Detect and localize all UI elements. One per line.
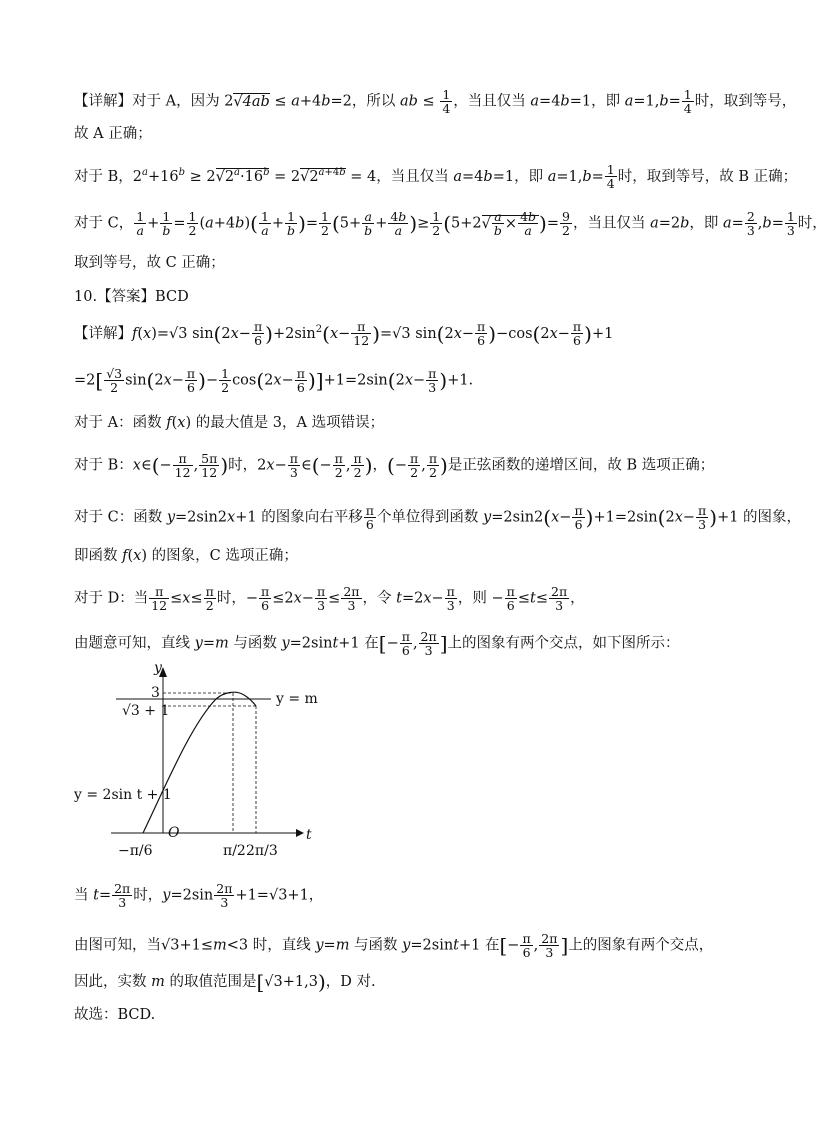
detail-10-d-4: 由图可知，当√3+1≤m<3 时，直线 y=m 与函数 y=2sint+1 在[− $\frac{\pi}{6}$ , $\frac{2\pi}{3}$ ]上的图象有两个交点， bbox=[74, 931, 714, 960]
label-t: t bbox=[306, 827, 312, 843]
label-curve: y = 2sin t + 1 bbox=[74, 787, 172, 803]
detail-10-line-2: =2[ $\frac{√3}{2}$ sin(2x− $\frac{\pi}{6}$ )− $\frac{1}{2}$ cos(2x− $\frac{\pi}{6}$ )]+1=2sin(2x− $\frac{\pi}{3}$ )+1. bbox=[74, 366, 474, 395]
detail-10-d-2: 由题意可知，直线 y=m 与函数 y=2sint+1 在[− $\frac{\pi}{6}$ , $\frac{2\pi}{3}$ ]上的图象有两个交点，如下图所示： bbox=[74, 629, 680, 658]
answer-10-line: 10.【答案】BCD bbox=[74, 289, 189, 305]
detail-10-c-1: 对于 C：函数 y=2sin2x+1 的图象向右平移 $\frac{\pi}{6}$ 个单位得到函数 y=2sin2(x− $\frac{\pi}{6}$ )+1=2sin(2x− $\frac{\pi}{3}$ )+1 的图象， bbox=[74, 503, 802, 532]
label-x-neg-pi6: −π/6 bbox=[118, 843, 153, 859]
detail-10-b: 对于 B：x∈(− $\frac{\pi}{12}$ , $\frac{5\pi}{12}$ )时，2x− $\frac{\pi}{3}$ ∈(− $\frac{\pi}{2}$ , $\frac{\pi}{2}$ )，(− $\frac{\pi}{2}$ , $\frac{\pi}{2}$ )是正弦函数的递增区间，故 B 选项正确； bbox=[74, 451, 715, 480]
t-axis-arrow bbox=[296, 829, 304, 837]
label-y-eq-m: y = m bbox=[276, 691, 318, 707]
final-choice: 故选：BCD. bbox=[74, 1007, 156, 1023]
detail-10-d-3: 当 t= $\frac{2\pi}{3}$ 时，y=2sin $\frac{2\pi}{3}$ +1=√3+1， bbox=[74, 881, 324, 910]
detail-c-line-1: 对于 C， $\frac{1}{a}$ + $\frac{1}{b}$ = $\frac{1}{2}$ (a+4b)( $\frac{1}{a}$ + $\frac{1}{b}$ )= $\frac{1}{2}$ (5+ $\frac{a}{b}$ + $\frac{4b}{a}$ )≥ $\frac{1}{2}$ (5+2√ $\frac{a}{b}$ × $\frac{4b}{a}$ )= $\frac{9}{2}$ ，当且仅当 a=2b，即 a= $\frac{2}{3}$ ,b= $\frac{1}{3}$ 时， bbox=[74, 209, 827, 238]
detail-10-c-2: 即函数 f(x) 的图象，C 选项正确； bbox=[74, 548, 298, 564]
detail-10-d-5: 因此，实数 m 的取值范围是[√3+1,3)，D 对. bbox=[74, 970, 376, 994]
detail-a-line-1: 【详解】对于 A，因为 2√4ab ≤ a+4b=2，所以 ab ≤ $\frac{1}{4}$ ，当且仅当 a=4b=1，即 a=1,b= $\frac{1}{4}$ 时，取到等号， bbox=[74, 87, 797, 116]
detail-b-line: 对于 B，$2^a+16^b \ge 2√2^a\cdot 16^b = 2√2^{a+4b} = 4$，当且仅当 a=4b=1，即 a=1,b= $\frac{1}{4}$ 时，取到等号，故 B 正确； bbox=[74, 162, 798, 192]
label-x-2pi3: 2π/3 bbox=[246, 843, 278, 859]
label-y: y bbox=[154, 660, 162, 676]
label-y-sqrt3: √3 + 1 bbox=[122, 703, 170, 719]
sine-graph bbox=[66, 655, 326, 870]
label-y-3: 3 bbox=[151, 685, 160, 701]
label-origin: O bbox=[168, 825, 180, 841]
detail-10-a: 对于 A：函数 f(x) 的最大值是 3，A 选项错误； bbox=[74, 415, 385, 431]
detail-c-line-2: 取到等号，故 C 正确； bbox=[74, 255, 225, 271]
detail-10-line-1: 【详解】f(x)=√3 sin(2x− $\frac{\pi}{6}$ )$+2\sin^2(x-$ $\frac{\pi}{12}$ )=√3 sin(2x− $\frac{\pi}{6}$ )−cos(2x− $\frac{\pi}{6}$ )+1 bbox=[74, 319, 614, 349]
label-x-pi2: π/2 bbox=[223, 843, 246, 859]
detail-10-d-1: 对于 D：当 $\frac{\pi}{12}$ ≤x≤ $\frac{\pi}{2}$ 时，− $\frac{\pi}{6}$ ≤2x− $\frac{\pi}{3}$ ≤ $\frac{2\pi}{3}$ ，令 t=2x− $\frac{\pi}{3}$ ，则 − $\frac{\pi}{6}$ ≤t≤ $\frac{2\pi}{3}$ ， bbox=[74, 584, 585, 613]
detail-a-line-2: 故 A 正确； bbox=[74, 126, 152, 142]
